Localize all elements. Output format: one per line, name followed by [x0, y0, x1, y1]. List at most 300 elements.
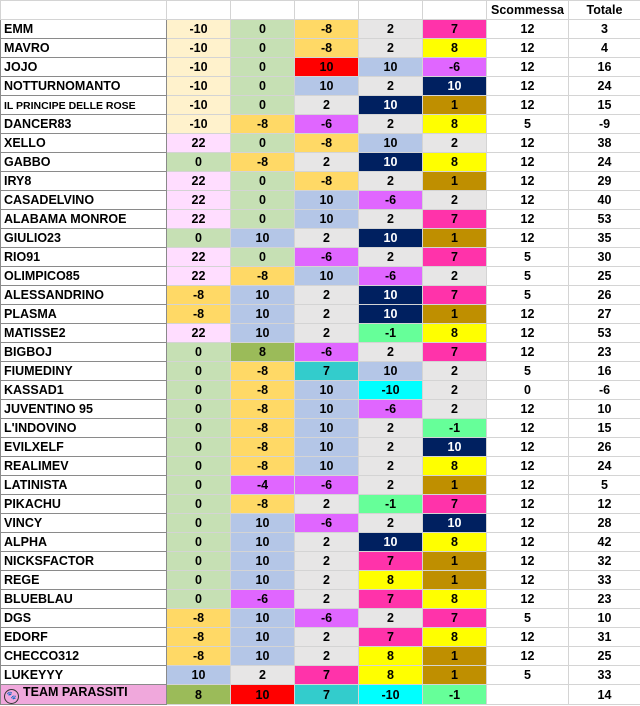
score-cell[interactable]: 10 [231, 286, 295, 305]
player-name-cell[interactable] [1, 533, 167, 552]
score-cell[interactable]: -1 [359, 324, 423, 343]
player-name-cell[interactable] [1, 96, 167, 115]
player-name-cell[interactable] [1, 115, 167, 134]
player-name-cell[interactable] [1, 134, 167, 153]
player-name-cell[interactable] [1, 153, 167, 172]
player-name-cell[interactable] [1, 628, 167, 647]
total-cell[interactable]: 40 [569, 191, 640, 210]
bet-cell[interactable]: 12 [487, 305, 569, 324]
score-cell[interactable]: 8 [231, 343, 295, 362]
bet-cell[interactable]: 12 [487, 172, 569, 191]
bet-cell[interactable]: 12 [487, 77, 569, 96]
score-cell[interactable]: 7 [423, 248, 487, 267]
total-cell[interactable]: 24 [569, 153, 640, 172]
score-cell[interactable]: 7 [359, 590, 423, 609]
score-cell[interactable]: 10 [295, 381, 359, 400]
total-cell[interactable]: 16 [569, 362, 640, 381]
player-name-cell[interactable] [1, 685, 167, 705]
score-cell[interactable]: 1 [423, 305, 487, 324]
score-cell[interactable]: 22 [167, 210, 231, 229]
score-cell[interactable]: 2 [295, 286, 359, 305]
score-cell[interactable]: -10 [167, 77, 231, 96]
header-scommessa[interactable]: Scommessa [487, 1, 569, 20]
score-cell[interactable]: 0 [167, 533, 231, 552]
bet-cell[interactable]: 12 [487, 571, 569, 590]
score-cell[interactable]: 8 [423, 153, 487, 172]
score-cell[interactable]: -8 [295, 134, 359, 153]
total-cell[interactable]: 25 [569, 647, 640, 666]
score-cell[interactable]: 10 [423, 514, 487, 533]
score-cell[interactable]: -8 [167, 628, 231, 647]
total-cell[interactable]: 12 [569, 495, 640, 514]
score-cell[interactable]: 0 [167, 590, 231, 609]
total-cell[interactable]: 24 [569, 457, 640, 476]
bet-cell[interactable]: 5 [487, 115, 569, 134]
score-cell[interactable]: 10 [231, 685, 295, 705]
bet-cell[interactable]: 12 [487, 210, 569, 229]
score-cell[interactable]: 10 [359, 533, 423, 552]
score-cell[interactable]: -8 [231, 115, 295, 134]
player-name-cell[interactable] [1, 172, 167, 191]
bet-cell[interactable]: 12 [487, 438, 569, 457]
player-name: LATINISTA [4, 478, 68, 492]
bet-cell[interactable]: 12 [487, 20, 569, 39]
score-cell[interactable]: 0 [167, 552, 231, 571]
score-cell[interactable]: 8 [359, 647, 423, 666]
score-cell[interactable]: -6 [295, 115, 359, 134]
header-blank[interactable] [231, 1, 295, 20]
score-cell[interactable]: 0 [167, 476, 231, 495]
score-cell[interactable]: 10 [359, 229, 423, 248]
score-cell[interactable]: -8 [295, 20, 359, 39]
score-cell[interactable]: 2 [359, 248, 423, 267]
player-name-cell[interactable] [1, 324, 167, 343]
player-name-cell[interactable] [1, 39, 167, 58]
score-cell[interactable]: -1 [359, 495, 423, 514]
score-cell[interactable]: 0 [167, 495, 231, 514]
score-cell[interactable]: 2 [423, 362, 487, 381]
score-cell[interactable]: -10 [359, 381, 423, 400]
total-cell[interactable]: 26 [569, 286, 640, 305]
score-cell[interactable]: 10 [359, 286, 423, 305]
score-cell[interactable]: 2 [423, 191, 487, 210]
score-cell[interactable]: 0 [167, 419, 231, 438]
bet-cell[interactable]: 12 [487, 590, 569, 609]
bet-cell[interactable]: 5 [487, 267, 569, 286]
score-cell[interactable]: 7 [359, 552, 423, 571]
player-name-cell[interactable] [1, 457, 167, 476]
total-cell[interactable]: -9 [569, 115, 640, 134]
score-cell[interactable]: 1 [423, 647, 487, 666]
player-name-cell[interactable] [1, 609, 167, 628]
score-cell[interactable]: 2 [359, 514, 423, 533]
total-cell[interactable]: 5 [569, 476, 640, 495]
score-cell[interactable]: 2 [295, 305, 359, 324]
player-name-cell[interactable] [1, 286, 167, 305]
score-cell[interactable]: 0 [231, 58, 295, 77]
score-cell[interactable]: 10 [295, 457, 359, 476]
score-cell[interactable]: -6 [295, 476, 359, 495]
bet-cell[interactable]: 12 [487, 457, 569, 476]
total-cell[interactable]: 53 [569, 210, 640, 229]
total-cell[interactable]: 4 [569, 39, 640, 58]
score-cell[interactable]: 2 [359, 438, 423, 457]
player-name-cell[interactable] [1, 419, 167, 438]
score-cell[interactable]: 2 [295, 153, 359, 172]
score-cell[interactable]: 2 [359, 115, 423, 134]
player-name-cell[interactable] [1, 666, 167, 685]
score-cell[interactable]: 10 [359, 305, 423, 324]
score-cell[interactable]: -6 [359, 267, 423, 286]
score-cell[interactable]: 7 [423, 286, 487, 305]
bet-cell[interactable]: 12 [487, 419, 569, 438]
score-cell[interactable]: -10 [167, 58, 231, 77]
bet-cell[interactable]: 5 [487, 666, 569, 685]
score-cell[interactable]: -8 [231, 381, 295, 400]
score-cell[interactable]: -8 [167, 647, 231, 666]
score-cell[interactable]: -4 [231, 476, 295, 495]
score-cell[interactable]: -8 [167, 286, 231, 305]
total-cell[interactable]: 25 [569, 267, 640, 286]
score-cell[interactable]: -8 [295, 39, 359, 58]
total-cell[interactable]: -6 [569, 381, 640, 400]
score-cell[interactable]: 10 [295, 58, 359, 77]
score-cell[interactable]: 7 [423, 210, 487, 229]
score-cell[interactable]: 7 [423, 20, 487, 39]
score-cell[interactable]: 10 [231, 305, 295, 324]
score-cell[interactable]: 0 [167, 343, 231, 362]
score-cell[interactable]: -6 [295, 343, 359, 362]
score-cell[interactable]: 10 [295, 419, 359, 438]
total-cell[interactable]: 32 [569, 552, 640, 571]
score-cell[interactable]: 0 [167, 514, 231, 533]
total-cell[interactable]: 29 [569, 172, 640, 191]
player-name-cell[interactable] [1, 438, 167, 457]
score-cell[interactable]: 10 [423, 438, 487, 457]
header-blank[interactable] [423, 1, 487, 20]
bet-cell[interactable]: 12 [487, 533, 569, 552]
bet-cell[interactable]: 12 [487, 58, 569, 77]
score-cell[interactable]: 10 [295, 438, 359, 457]
score-cell[interactable]: 8 [423, 628, 487, 647]
score-cell[interactable]: 0 [231, 96, 295, 115]
score-cell[interactable]: 10 [423, 77, 487, 96]
score-cell[interactable]: 10 [167, 666, 231, 685]
player-name-cell[interactable] [1, 229, 167, 248]
total-cell[interactable]: 38 [569, 134, 640, 153]
player-name-cell[interactable] [1, 248, 167, 267]
score-cell[interactable]: 2 [359, 210, 423, 229]
table-row [1, 381, 640, 400]
score-cell[interactable]: 8 [423, 324, 487, 343]
score-cell[interactable]: 2 [295, 647, 359, 666]
player-name-cell[interactable] [1, 210, 167, 229]
score-cell[interactable]: -8 [167, 609, 231, 628]
score-cell[interactable]: -8 [295, 172, 359, 191]
score-cell[interactable]: 10 [231, 552, 295, 571]
score-cell[interactable]: 2 [423, 381, 487, 400]
score-cell[interactable]: 22 [167, 172, 231, 191]
score-cell[interactable]: 22 [167, 191, 231, 210]
score-cell[interactable]: -10 [167, 96, 231, 115]
score-cell[interactable]: 0 [231, 39, 295, 58]
bet-cell[interactable]: 0 [487, 381, 569, 400]
bet-cell[interactable]: 12 [487, 39, 569, 58]
total-cell[interactable]: 42 [569, 533, 640, 552]
score-cell[interactable]: 2 [231, 666, 295, 685]
bet-cell[interactable]: 12 [487, 229, 569, 248]
score-cell[interactable]: 2 [295, 628, 359, 647]
score-cell[interactable]: 22 [167, 324, 231, 343]
player-name-cell[interactable] [1, 343, 167, 362]
score-cell[interactable]: 10 [359, 96, 423, 115]
score-cell[interactable]: 10 [231, 533, 295, 552]
score-cell[interactable]: 0 [231, 191, 295, 210]
player-name-cell[interactable] [1, 191, 167, 210]
score-cell[interactable]: 0 [167, 571, 231, 590]
player-name-cell[interactable] [1, 476, 167, 495]
player-name-cell[interactable] [1, 305, 167, 324]
total-cell[interactable]: 16 [569, 58, 640, 77]
score-cell[interactable]: -10 [167, 115, 231, 134]
score-cell[interactable]: 2 [359, 172, 423, 191]
header-blank[interactable] [167, 1, 231, 20]
total-cell[interactable]: 10 [569, 400, 640, 419]
player-name-cell[interactable] [1, 590, 167, 609]
player-name-cell[interactable] [1, 381, 167, 400]
score-cell[interactable]: 0 [231, 134, 295, 153]
total-cell[interactable]: 15 [569, 96, 640, 115]
player-name-cell[interactable] [1, 552, 167, 571]
score-cell[interactable]: 0 [167, 362, 231, 381]
bet-cell[interactable]: 12 [487, 153, 569, 172]
score-cell[interactable]: 0 [231, 248, 295, 267]
score-cell[interactable]: 10 [231, 628, 295, 647]
score-cell[interactable]: 10 [231, 514, 295, 533]
score-cell[interactable]: 0 [167, 457, 231, 476]
score-cell[interactable]: 10 [231, 571, 295, 590]
bet-cell[interactable]: 12 [487, 134, 569, 153]
total-cell[interactable]: 53 [569, 324, 640, 343]
score-cell[interactable]: 10 [295, 77, 359, 96]
header-blank[interactable] [1, 1, 167, 20]
score-cell[interactable]: 2 [295, 590, 359, 609]
score-cell[interactable]: 10 [359, 134, 423, 153]
score-cell[interactable]: 2 [295, 96, 359, 115]
total-cell[interactable]: 26 [569, 438, 640, 457]
score-cell[interactable]: 2 [295, 495, 359, 514]
total-cell[interactable]: 27 [569, 305, 640, 324]
score-cell[interactable]: -1 [423, 419, 487, 438]
total-cell[interactable]: 14 [569, 685, 640, 705]
total-cell[interactable]: 15 [569, 419, 640, 438]
score-cell[interactable]: 2 [295, 533, 359, 552]
score-cell[interactable]: 8 [423, 590, 487, 609]
player-name-cell[interactable] [1, 495, 167, 514]
total-cell[interactable]: 24 [569, 77, 640, 96]
total-cell[interactable]: 33 [569, 571, 640, 590]
score-cell[interactable]: 8 [423, 39, 487, 58]
score-cell[interactable]: -6 [295, 609, 359, 628]
bet-cell[interactable]: 5 [487, 609, 569, 628]
score-cell[interactable]: 1 [423, 229, 487, 248]
score-cell[interactable]: 2 [295, 571, 359, 590]
score-cell[interactable]: 7 [423, 495, 487, 514]
score-cell[interactable]: 10 [231, 647, 295, 666]
score-cell[interactable]: 10 [359, 153, 423, 172]
total-cell[interactable]: 33 [569, 666, 640, 685]
player-name-cell[interactable] [1, 400, 167, 419]
bet-cell[interactable]: 12 [487, 495, 569, 514]
player-name: FIUMEDINY [4, 364, 73, 378]
score-cell[interactable]: 10 [295, 210, 359, 229]
score-cell[interactable]: 10 [231, 609, 295, 628]
bet-cell[interactable]: 5 [487, 362, 569, 381]
score-cell[interactable]: -6 [423, 58, 487, 77]
score-cell[interactable]: 8 [423, 533, 487, 552]
score-cell[interactable]: 8 [359, 571, 423, 590]
score-cell[interactable]: -1 [423, 685, 487, 705]
score-cell[interactable]: 0 [167, 229, 231, 248]
score-cell[interactable]: 1 [423, 172, 487, 191]
score-cell[interactable]: 2 [423, 400, 487, 419]
score-cell[interactable]: 10 [295, 400, 359, 419]
total-cell[interactable]: 10 [569, 609, 640, 628]
score-cell[interactable]: -8 [231, 362, 295, 381]
score-cell[interactable]: 2 [423, 267, 487, 286]
bet-cell[interactable]: 12 [487, 191, 569, 210]
score-cell[interactable]: 7 [295, 685, 359, 705]
score-cell[interactable]: 2 [359, 343, 423, 362]
score-cell[interactable]: -8 [167, 305, 231, 324]
total-cell[interactable]: 31 [569, 628, 640, 647]
score-cell[interactable]: -10 [167, 20, 231, 39]
score-cell[interactable]: 2 [423, 134, 487, 153]
score-cell[interactable]: 10 [231, 324, 295, 343]
score-cell[interactable]: 0 [167, 153, 231, 172]
score-cell[interactable]: 10 [359, 362, 423, 381]
score-cell[interactable]: 8 [167, 685, 231, 705]
score-cell[interactable]: 0 [167, 438, 231, 457]
player-name-cell[interactable] [1, 20, 167, 39]
bet-cell[interactable]: 12 [487, 96, 569, 115]
score-cell[interactable]: 1 [423, 571, 487, 590]
score-cell[interactable]: 8 [423, 457, 487, 476]
score-cell[interactable]: 22 [167, 248, 231, 267]
score-cell[interactable]: 1 [423, 666, 487, 685]
score-cell[interactable]: -8 [231, 457, 295, 476]
bet-cell[interactable]: 12 [487, 514, 569, 533]
score-cell[interactable]: 0 [231, 77, 295, 96]
score-cell[interactable]: 7 [295, 362, 359, 381]
bet-cell[interactable]: 12 [487, 552, 569, 571]
score-cell[interactable]: 10 [359, 58, 423, 77]
score-cell[interactable]: 8 [359, 666, 423, 685]
bet-cell[interactable]: 5 [487, 286, 569, 305]
score-cell[interactable]: -6 [359, 191, 423, 210]
score-cell[interactable]: 2 [359, 39, 423, 58]
score-cell[interactable]: 7 [423, 609, 487, 628]
score-cell[interactable]: -8 [231, 267, 295, 286]
score-cell[interactable]: 7 [295, 666, 359, 685]
score-cell[interactable]: 10 [231, 229, 295, 248]
score-cell[interactable]: 2 [359, 457, 423, 476]
player-name-cell[interactable] [1, 647, 167, 666]
bet-cell[interactable]: 5 [487, 248, 569, 267]
table-row [1, 115, 640, 134]
score-cell[interactable]: 0 [231, 20, 295, 39]
player-name-cell[interactable] [1, 58, 167, 77]
score-cell[interactable]: -6 [295, 248, 359, 267]
score-cell[interactable]: 7 [423, 343, 487, 362]
score-cell[interactable]: 22 [167, 134, 231, 153]
score-cell[interactable]: 2 [359, 77, 423, 96]
score-cell[interactable]: 2 [359, 20, 423, 39]
header-blank[interactable] [359, 1, 423, 20]
total-cell[interactable]: 23 [569, 590, 640, 609]
score-cell[interactable]: 22 [167, 267, 231, 286]
score-cell[interactable]: 0 [231, 210, 295, 229]
bet-cell[interactable]: 12 [487, 647, 569, 666]
score-cell[interactable]: -8 [231, 153, 295, 172]
score-cell[interactable]: 2 [295, 229, 359, 248]
player-name-cell[interactable] [1, 514, 167, 533]
score-cell[interactable]: 2 [295, 324, 359, 343]
score-cell[interactable]: 7 [359, 628, 423, 647]
score-cell[interactable]: -8 [231, 400, 295, 419]
bet-cell[interactable]: 12 [487, 324, 569, 343]
header-blank[interactable] [295, 1, 359, 20]
score-cell[interactable]: -8 [231, 438, 295, 457]
total-cell[interactable]: 35 [569, 229, 640, 248]
score-cell[interactable]: -8 [231, 419, 295, 438]
total-cell[interactable]: 30 [569, 248, 640, 267]
bet-cell[interactable]: 12 [487, 476, 569, 495]
player-name-cell[interactable] [1, 571, 167, 590]
score-cell[interactable]: 2 [359, 476, 423, 495]
total-cell[interactable]: 3 [569, 20, 640, 39]
score-cell[interactable]: -6 [295, 514, 359, 533]
player-name-cell[interactable] [1, 77, 167, 96]
score-cell[interactable]: -10 [167, 39, 231, 58]
bet-cell[interactable]: 12 [487, 628, 569, 647]
player-name-cell[interactable] [1, 362, 167, 381]
bet-cell[interactable]: 12 [487, 343, 569, 362]
score-cell[interactable]: 0 [231, 172, 295, 191]
score-cell[interactable]: 0 [167, 381, 231, 400]
score-cell[interactable]: -10 [359, 685, 423, 705]
score-cell[interactable]: -6 [359, 400, 423, 419]
score-cell[interactable]: -6 [231, 590, 295, 609]
score-cell[interactable]: 8 [423, 115, 487, 134]
score-cell[interactable]: 1 [423, 476, 487, 495]
total-cell[interactable]: 23 [569, 343, 640, 362]
bet-cell[interactable]: 12 [487, 400, 569, 419]
score-cell[interactable]: 1 [423, 552, 487, 571]
score-cell[interactable]: 1 [423, 96, 487, 115]
score-cell[interactable]: -8 [231, 495, 295, 514]
score-cell[interactable]: 2 [359, 609, 423, 628]
score-cell[interactable]: 10 [295, 191, 359, 210]
score-cell[interactable]: 0 [167, 400, 231, 419]
player-name-cell[interactable] [1, 267, 167, 286]
score-cell[interactable]: 2 [359, 419, 423, 438]
bet-cell[interactable] [487, 685, 569, 705]
header-totale[interactable]: Totale [569, 1, 640, 20]
score-cell[interactable]: 10 [295, 267, 359, 286]
score-cell[interactable]: 2 [295, 552, 359, 571]
total-cell[interactable]: 28 [569, 514, 640, 533]
